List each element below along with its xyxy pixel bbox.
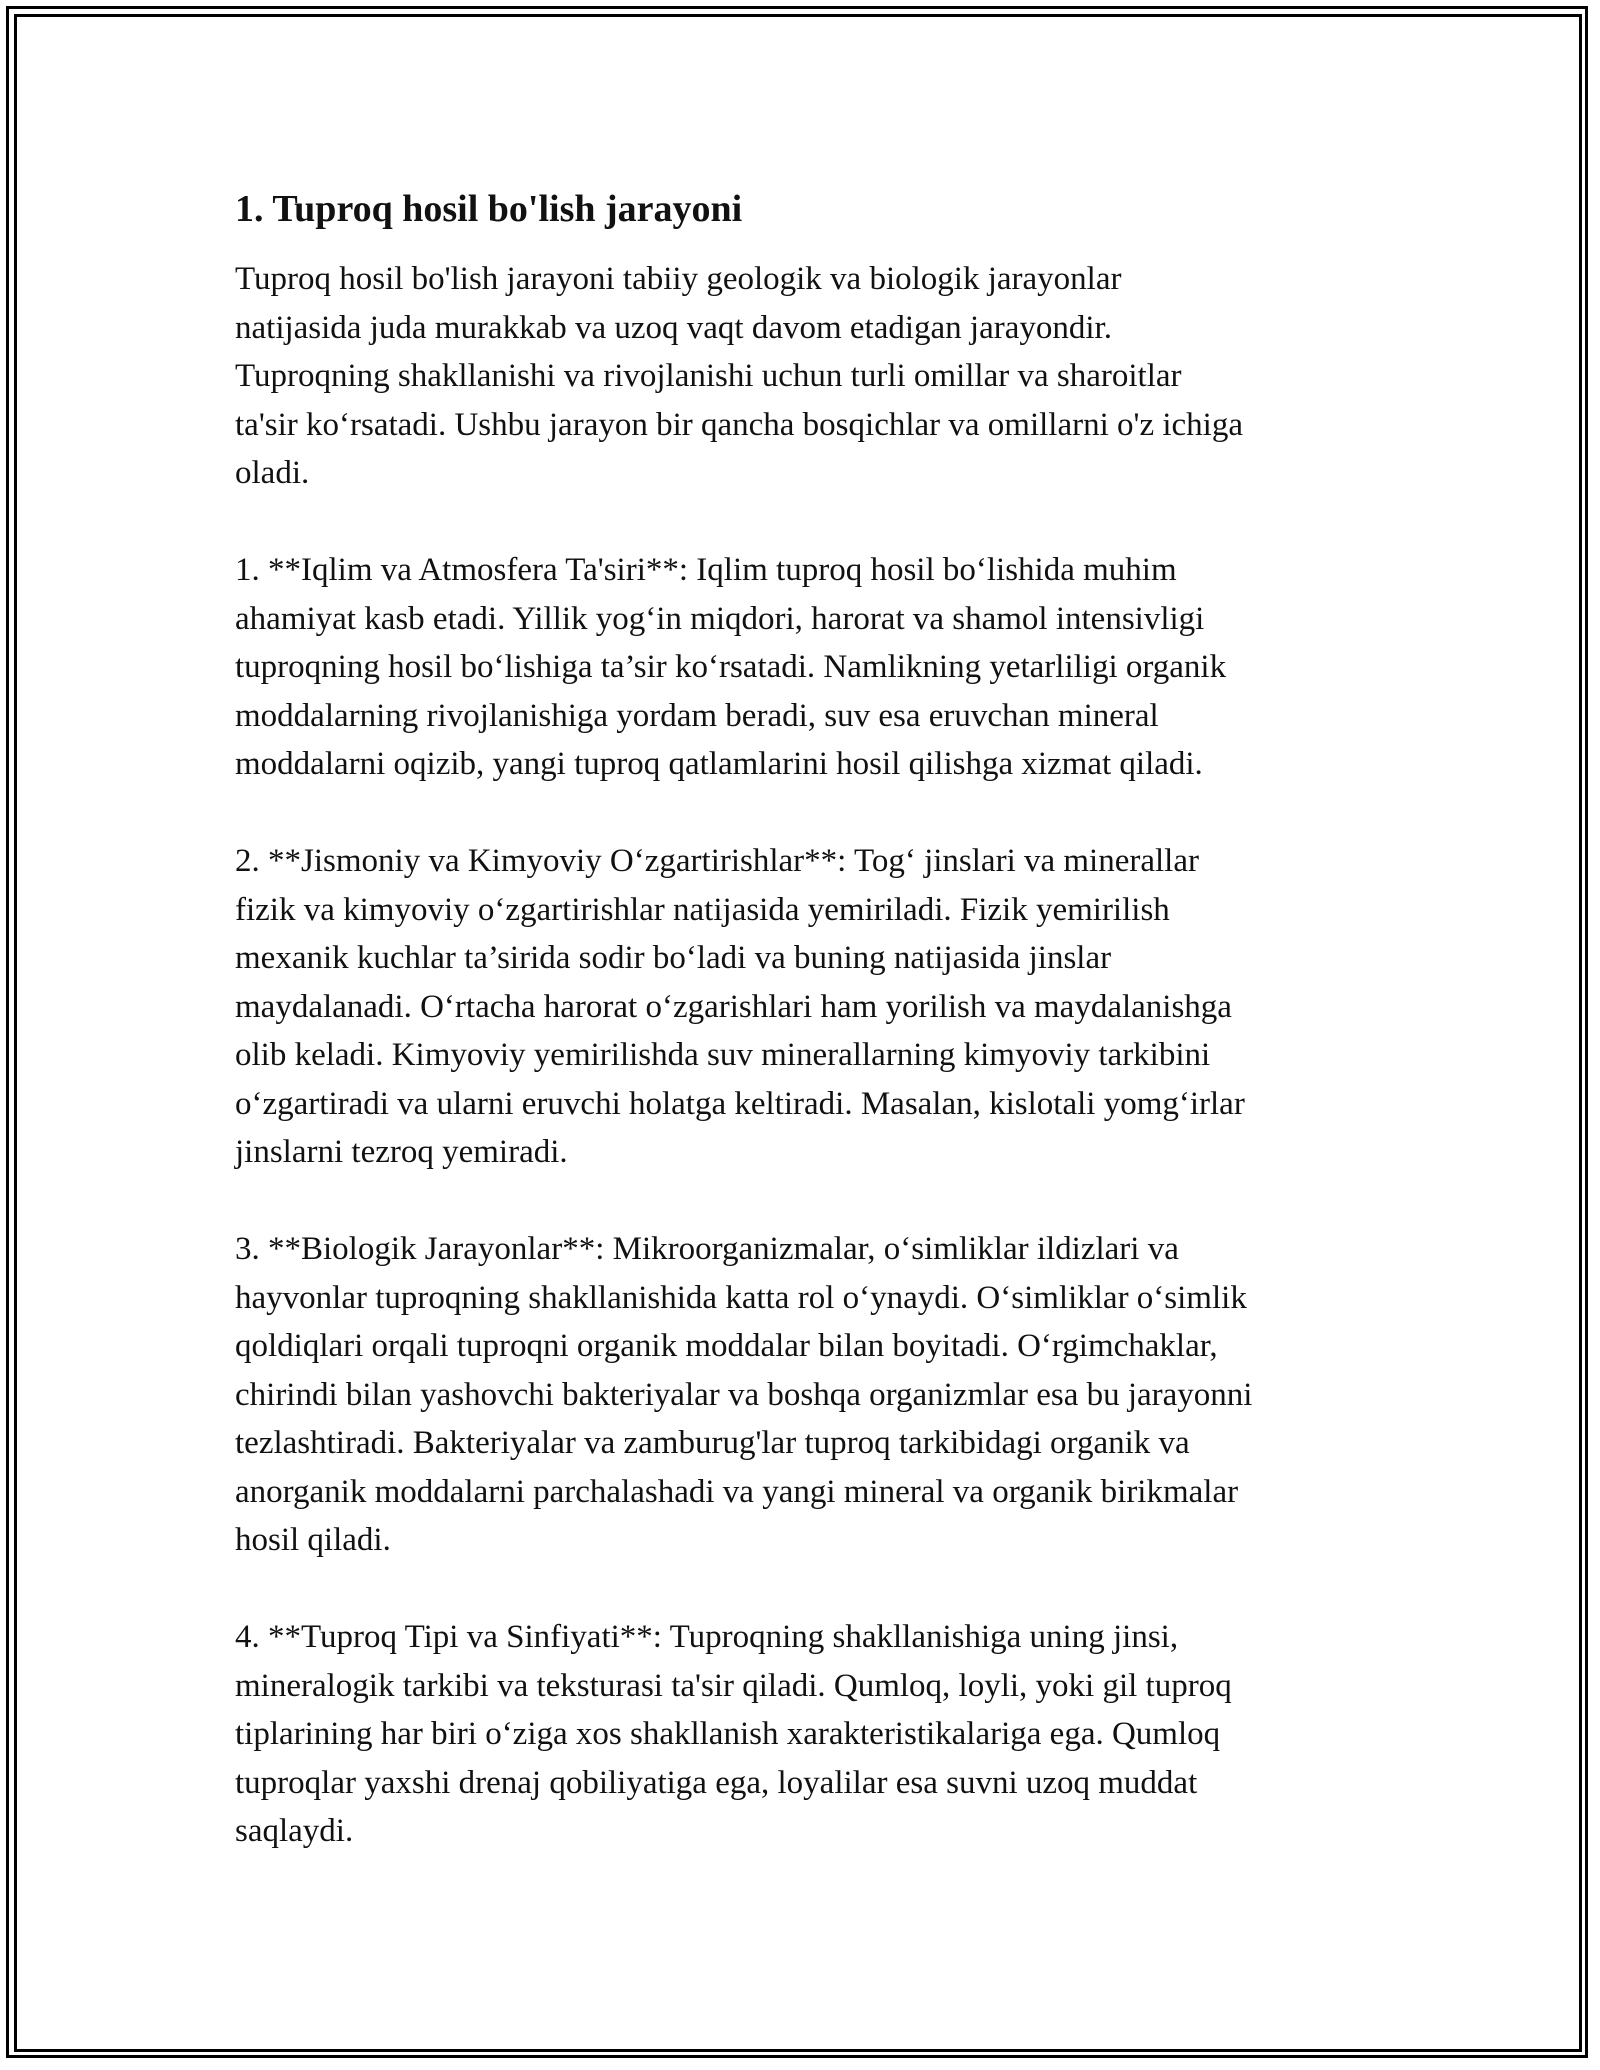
paragraph-line: ta'sir ko‘rsatadi. Ushbu jarayon bir qancha bosqichlar va omillarni o'z ichiga	[235, 406, 1243, 443]
paragraph-line: 1. **Iqlim va Atmosfera Ta'siri**: Iqlim tuproq hosil bo‘lishida muhim	[235, 552, 1177, 588]
paragraph-line: olib keladi. Kimyoviy yemirilishda suv minerallarning kimyoviy tarkibini	[235, 1037, 1211, 1073]
weathering-paragraph	[235, 837, 1375, 1177]
paragraph-line: natijasida juda murakkab va uzoq vaqt davom etadigan jarayondir.	[235, 309, 1112, 346]
paragraph-line: hosil qiladi.	[235, 1522, 391, 1558]
paragraph-line: tezlashtiradi. Bakteriyalar va zamburug'lar tuproq tarkibidagi organik va	[235, 1425, 1190, 1461]
paragraph-line: qoldiqlari orqali tuproqni organik moddalar bilan boyitadi. O‘rgimchaklar,	[235, 1328, 1218, 1364]
paragraph-line: o‘zgartiradi va ularni eruvchi holatga keltiradi. Masalan, kislotali yomg‘irlar	[235, 1085, 1245, 1122]
paragraph-line: 3. **Biologik Jarayonlar**: Mikroorganizmalar, o‘simliklar ildizlari va	[235, 1231, 1179, 1267]
paragraph-line: moddalarning rivojlanishiga yordam beradi, suv esa eruvchan mineral	[235, 697, 1159, 734]
paragraph-line: Tuproq hosil bo'lish jarayoni tabiiy geologik va biologik jarayonlar	[235, 261, 1122, 297]
paragraph-line: mineralogik tarkibi va teksturasi ta'sir qiladi. Qumloq, loyli, yoki gil tuproq	[235, 1667, 1232, 1704]
paragraph-line: moddalarni oqizib, yangi tuproq qatlamlarini hosil qilishga xizmat qiladi.	[235, 746, 1203, 782]
soil-type-paragraph	[235, 1613, 1375, 1856]
paragraph-line: tuproqlar yaxshi drenaj qobiliyatiga ega, loyalilar esa suvni uzoq muddat	[235, 1764, 1198, 1801]
paragraph-line: ahamiyat kasb etadi. Yillik yog‘in miqdori, harorat va shamol intensivligi	[235, 600, 1205, 637]
document-body	[235, 185, 1375, 1904]
paragraph-line: jinslarni tezroq yemiradi.	[235, 1134, 568, 1170]
document-title: 1. Tuproq hosil bo'lish jarayoni	[235, 188, 743, 230]
paragraph-line: tuproqning hosil bo‘lishiga ta’sir ko‘rsatadi. Namlikning yetarliligi organik	[235, 649, 1227, 685]
paragraph-line: fizik va kimyoviy o‘zgartirishlar natijasida yemiriladi. Fizik yemirilish	[235, 891, 1170, 928]
paragraph-line: 2. **Jismoniy va Kimyoviy O‘zgartirishlar**: Tog‘ jinslari va minerallar	[235, 843, 1199, 879]
paragraph-line: anorganik moddalarni parchalashadi va yangi mineral va organik birikmalar	[235, 1473, 1239, 1510]
paragraph-line: mexanik kuchlar ta’sirida sodir bo‘ladi va buning natijasida jinslar	[235, 940, 1112, 976]
biological-paragraph	[235, 1225, 1375, 1565]
paragraph-line: 4. **Tuproq Tipi va Sinfiyati**: Tuproqning shakllanishiga uning jinsi,	[235, 1619, 1179, 1655]
paragraph-line: maydalanadi. O‘rtacha harorat o‘zgarishlari ham yorilish va maydalanishga	[235, 988, 1232, 1025]
paragraph-line: Tuproqning shakllanishi va rivojlanishi uchun turli omillar va sharoitlar	[235, 358, 1182, 394]
paragraph-line: hayvonlar tuproqning shakllanishida katta rol o‘ynaydi. O‘simliklar o‘simlik	[235, 1279, 1247, 1316]
paragraph-line: chirindi bilan yashovchi bakteriyalar va boshqa organizmlar esa bu jarayonni	[235, 1376, 1253, 1413]
intro-paragraph	[235, 255, 1375, 498]
paragraph-line: tiplarining har biri o‘ziga xos shakllanish xarakteristikalariga ega. Qumloq	[235, 1716, 1221, 1752]
paragraph-line: saqlaydi.	[235, 1813, 354, 1849]
paragraph-line: oladi.	[235, 455, 310, 491]
climate-paragraph	[235, 546, 1375, 789]
